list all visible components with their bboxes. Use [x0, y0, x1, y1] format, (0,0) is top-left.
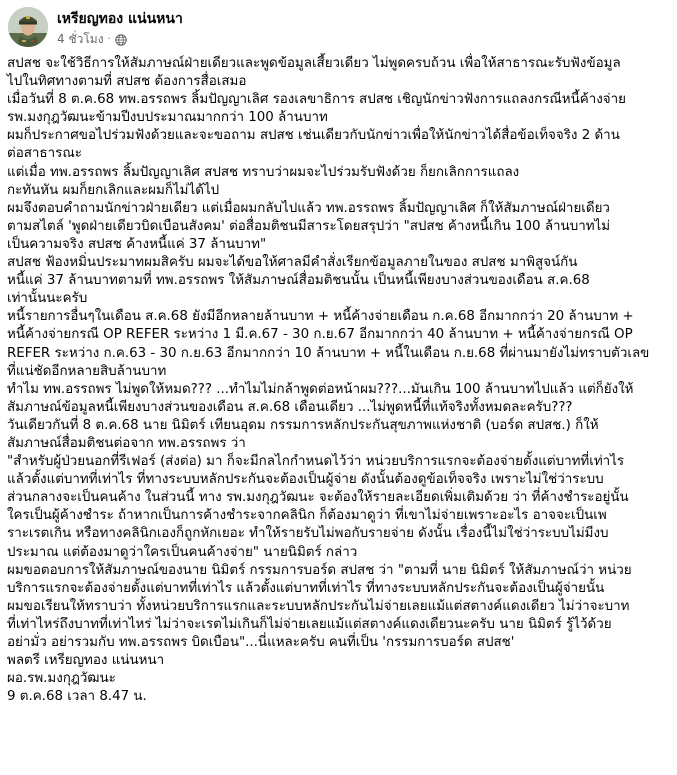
globe-icon[interactable]: [115, 34, 127, 46]
post-text-line: ตามสไตล์ 'พูดฝ่ายเดียวบิดเบือนสังคม' ต่อสื่อมติชนมีสาระโดยสรุปว่า "สปสช ค้างหนี้เกิน 100 ล้านบาทไม่: [7, 218, 611, 234]
post-text-line: ประมาณ แต่ต้องมาดูว่าใครเป็นคนค้างจ่าย" นายนิมิตร์ กล่าว: [7, 544, 358, 560]
post-text-line: วันเดียวกันที่ 8 ต.ค.68 นาย นิมิตร์ เทียนอุดม กรรมการหลักประกันสุขภาพแห่งชาติ (บอร์ด สปสช.) ก็ให้: [7, 417, 599, 433]
post-text-line: แล้วตั้งแต่บาทที่เท่าไร ที่ทางระบบหลักประกันจะต้องเป็นผู้จ่าย ดังนั้นต้องดูข้อเท็จจริง เพราะไม่ใช่ว่าระบบ: [7, 472, 604, 488]
post-text-line: หนี้ค้างจ่ายกรณี OP REFER ระหว่าง 1 มี.ค.67 - 30 ก.ย.67 อีกมากกว่า 40 ล้านบาท + หนี้ค้างจ่ายกรณี OP: [7, 327, 633, 343]
post-text-line: ใครเป็นผู้ค้างชำระ ถ้าหากเป็นการค้างชำระจากคลินิก ก็ต้องมาดูว่า ที่เขาไม่จ่ายเพราะอะไร อาจจะเป็นเพ: [7, 508, 607, 524]
post-meta: [57, 30, 127, 49]
post-text-line: เป็นความจริง สปสช ค้างหนี้แค่ 37 ล้านบาท": [7, 236, 267, 252]
post-body: [7, 55, 671, 743]
post-text-line: ผมจึงตอบคำถามนักข่าวฝ่ายเดียว แต่เมื่อผมกลับไปแล้ว ทพ.อรรถพร ลิ้มปัญญาเลิศ ก็ให้สัมภาษณ์ฝ่ายเดียว: [7, 200, 610, 216]
post-text-line: ส่วนกลางจะเป็นคนค้าง ในส่วนนี้ ทาง รพ.มงกุฎวัฒนะ จะต้องให้รายละเอียดเพิ่มเติมด้วย ว่า ที่ค้างชำระอยู่นั้น: [7, 490, 629, 506]
post-text-line: ต่อสาธารณะ: [7, 146, 82, 162]
post-text-line: พลตรี เหรียญทอง แน่นหนา: [7, 653, 165, 669]
avatar[interactable]: [8, 7, 48, 47]
post-text-line: สปสช ฟ้องหมิ่นประมาทผมสิครับ ผมจะได้ขอให้ศาลมีคำสั่งเรียกข้อมูลภายในของ สปสช มาพิสูจน์กัน: [7, 255, 578, 271]
author-name[interactable]: เหรียญทอง แน่นหนา: [57, 11, 183, 27]
post-text-line: ไปในทิศทางตามที่ สปสช ต้องการสื่อเสมอ: [7, 74, 247, 90]
post-text-line: 9 ต.ค.68 เวลา 8.47 น.: [7, 689, 147, 705]
post-header: [0, 0, 677, 52]
post-text-line: REFER ระหว่าง ก.ค.63 - 30 ก.ย.63 อีกมากกว่า 10 ล้านบาท + หนี้ในเดือน ก.ย.68 ที่ผ่านมายังไม่ทราบตัวเลข: [7, 345, 650, 361]
post-text-line: เมื่อวันที่ 8 ต.ค.68 ทพ.อรรถพร ลิ้มปัญญาเลิศ รองเลขาธิการ สปสช เชิญนักข่าวฟังการแถลงกรณีหนี้ค้างจ่าย: [7, 92, 627, 108]
post-text-line: เท่านั้นนะครับ: [7, 291, 88, 307]
post-text-line: ผมขอตอบการให้สัมภาษณ์ของนาย นิมิตร์ กรรมการบอร์ด สปสช ว่า "ตามที่ นาย นิมิตร์ ให้สัมภาษณ์ว่า หน่วย: [7, 562, 632, 578]
post-text-line: [7, 724, 671, 742]
post-text-line: สัมภาษณ์สื่อมติชนต่อจาก ทพ.อรรถพร ว่า: [7, 435, 246, 451]
post-text-line: ผมขอเรียนให้ทราบว่า ทั้งหน่วยบริการแรกและระบบหลักประกันไม่จ่ายเลยแม้แต่สตางค์แดงเดียว ไม่ว่าจะบาท: [7, 598, 630, 614]
post-text-line: ผมก็ประกาศขอไปร่วมฟังด้วยและจะขอถาม สปสช เช่นเดียวกับนักข่าวเพื่อให้นักข่าวได้สื่อข้อเท็จจริง 2 ด้าน: [7, 128, 620, 144]
post-text-line: [7, 706, 671, 724]
post-text-line: ที่แน่ชัดอีกหลายสิบล้านบาท: [7, 363, 167, 379]
post-text-line: รพ.มงกุฎวัฒนะข้ามปีงบประมาณมากกว่า 100 ล้านบาท: [7, 110, 328, 126]
post-text-line: หนี้แค่ 37 ล้านบาทตามที่ ทพ.อรรถพร ให้สัมภาษณ์สื่อมติชนนั้น เป็นหนี้เพียงบางส่วนของเดือน ส.ค.68: [7, 273, 590, 289]
post-text-line: "สำหรับผู้ป่วยนอกที่รีเฟอร์ (ส่งต่อ) มา ก็จะมีกลไกกำหนดไว้ว่า หน่วยบริการแรกจะต้องจ่ายตั้งแต่บาทที่เท่าไร: [7, 454, 625, 470]
meta-separator: ·: [107, 34, 111, 45]
post-text-line: แต่เมื่อ ทพ.อรรถพร ลิ้มปัญญาเลิศ สปสช ทราบว่าผมจะไปร่วมรับฟังด้วย ก็ยกเลิกการแถลง: [7, 164, 520, 180]
post-text-line: หนี้รายการอื่นๆในเดือน ส.ค.68 ยังมีอีกหลายล้านบาท + หนี้ค้างจ่ายเดือน ก.ค.68 อีกมากกว่า 20 ล้านบาท +: [7, 309, 634, 325]
post-text-line: ผอ.รพ.มงกุฎวัฒนะ: [7, 671, 116, 687]
post-text-line: สัมภาษณ์ข้อมูลหนี้เพียงบางส่วนของเดือน ส.ค.68 เดือนเดียว ...ไม่พูดหนี้ที่แท้จริงทั้งหมดละครับ???: [7, 399, 573, 415]
post-text-line: สปสช จะใช้วิธีการให้สัมภาษณ์ฝ่ายเดียวและพูดข้อมูลเสี้ยวเดียว ไม่พูดครบถ้วน เพื่อให้สาธารณะรับฟังข้อมูล: [7, 56, 621, 71]
post-timestamp[interactable]: 4 ชั่วโมง: [57, 32, 104, 46]
post-text-line: กะทันหัน ผมก็ยกเลิกและผมก็ไม่ได้ไป: [7, 182, 220, 198]
post-text-line: บริการแรกจะต้องจ่ายตั้งแต่บาทที่เท่าไร แล้วตั้งแต่บาทที่เท่าไร ที่ทางระบบหลักประกันจะต้องเป็นผู้จ่ายนั้น: [7, 580, 605, 596]
profile-photo-icon: [8, 7, 48, 47]
post-text-line: ที่เท่าไหร่ถึงบาทที่เท่าไหร่ ไม่ว่าจะเรตไม่เกินก็ไม่จ่ายเลยแม้แต่สตางค์แดงเดียวนะครับ นาย นิมิตร์ รู้ไว้ด้วย: [7, 616, 612, 632]
post-text-line: อย่ามั่ว อย่ารวมกับ ทพ.อรรถพร บิดเบือน"...นี่แหละครับ คนที่เป็น 'กรรมการบอร์ด สปสช': [7, 635, 515, 650]
post-text-line: ราะเรตเกิน หรือทางคลินิกเองก็ถูกหักเยอะ ทำให้รายรับไม่พอกับรายจ่าย ดังนั้น เรื่องนี้ไม่ใช่ว่าระบบไม่มีงบ: [7, 526, 609, 542]
post-text-line: ทำไม ทพ.อรรถพร ไม่พูดให้หมด??? ...ทำไมไม่กล้าพูดต่อหน้าผม???...มันเกิน 100 ล้านบาทไปแล้ว แต่ก็ยังให้: [7, 381, 634, 397]
